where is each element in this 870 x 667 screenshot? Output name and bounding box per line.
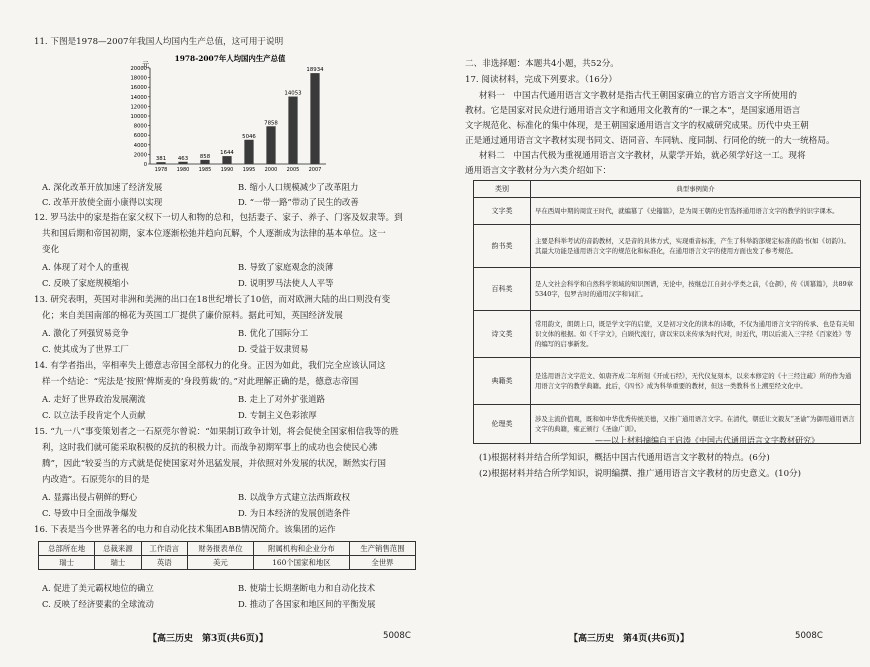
- y-tick-label: 12000: [130, 104, 147, 111]
- q13-option-a: A. 激化了列强贸易竞争: [42, 328, 129, 338]
- y-tick-label: 8000: [133, 123, 147, 130]
- y-tick-label: 6000: [133, 133, 147, 140]
- q17-desc: 涉及主流价值观，既和如中华优秀传统美德，又推广通用语言文字。在清代，朝廷让文毅友“圣谕”为御用通用语言文字的典籍，雍正颁行《圣谕广训》。: [531, 405, 861, 444]
- q15-line-1: 15. “九一八”事变策划者之一石原莞尔曾说：“如果制订政争计划，将会促使全国家相信我等的胜: [34, 427, 399, 437]
- material-source: ——以上材料摘编自王启涛《中国古代通用语言文字教材研究》: [595, 436, 819, 445]
- q12-option-d: D. 说明罗马法使人人平等: [238, 278, 334, 288]
- q15-line-3: 腾”，因此“较妥当的方式就是促使国家对外迅猛发展，并依照对外发展的状况，断然实行国: [42, 459, 386, 469]
- q15-option-a: A. 显露出侵占朝鲜的野心: [42, 492, 138, 502]
- material1-line-3: 文字规范化、标准化的集中体现，是王朝国家通用语言文字的权威研究成果。历代中央王朝: [465, 121, 809, 131]
- q16-option-a: A. 促进了美元霸权地位的确立: [42, 583, 154, 593]
- right-page: [445, 0, 870, 667]
- bar-value-label: 7858: [264, 120, 278, 127]
- bar-value-label: 381: [155, 156, 167, 163]
- x-tick-label: 2007: [308, 167, 322, 173]
- chart-ylabel: 元: [142, 61, 149, 69]
- q17-category: 伦理类: [474, 405, 531, 444]
- q16-table-header-row: [39, 542, 416, 556]
- x-tick-label: 2000: [264, 167, 278, 173]
- chart-title: 1978-2007年人均国内生产总值: [174, 54, 286, 63]
- q15-option-b: B. 以战争方式建立法西斯政权: [238, 492, 350, 502]
- q16-table-row: [39, 556, 416, 570]
- x-tick-label: 1980: [176, 167, 190, 173]
- chart-bars: [156, 67, 324, 164]
- q12-line-1: 12. 罗马法中的家是指在家父权下一切人和物的总和，包括妻子、家子、养子、门客及奴隶等。到: [34, 213, 403, 223]
- q16-option-c: C. 反映了经济要素的全球流动: [42, 599, 154, 609]
- q16-td: 160个国家和地区: [254, 556, 350, 570]
- right-page-code: 5008C: [795, 631, 823, 641]
- q17-category: 诗文类: [474, 311, 531, 358]
- q12-option-c: C. 反映了家庭规模缩小: [42, 278, 129, 288]
- material2-line-2: 通用语言文字教材分为六类介绍如下：: [465, 166, 612, 176]
- q16-th: 附属机构和企业分布: [254, 542, 350, 556]
- q14-line-2: 样一个结论：“宪法是‘按照’俾斯麦的‘身段剪裁’的。”对此理解正确的是，德意志帝国: [42, 377, 359, 387]
- bar: [178, 162, 187, 164]
- q17-desc: 早在西周中期的周宣王时代，就编纂了《史籀篇》，是为周王朝的史官选择通用语言文字的教学的识字课本。: [531, 198, 861, 225]
- q16-option-b: B. 使瑞士长期垄断电力和自动化技术: [238, 583, 376, 593]
- left-footer: 【高三历史 第3页(共6页)】: [148, 634, 269, 644]
- q16-table: [38, 541, 416, 570]
- bar-value-label: 14053: [284, 90, 302, 97]
- q16-option-d: D. 推动了各国家和地区间的平衡发展: [238, 599, 376, 609]
- q11-stem: 11. 下图是1978—2007年我国人均国内生产总值，这可用于说明: [34, 37, 284, 47]
- table-row: [474, 198, 861, 225]
- q17-table: [473, 180, 861, 444]
- bar-value-label: 5046: [242, 133, 256, 140]
- q16-td: 全世界: [349, 556, 415, 570]
- q17-table-header-row: [474, 181, 861, 198]
- x-tick-label: 1995: [242, 167, 256, 173]
- q16-td: 英语: [141, 556, 187, 570]
- q14-option-b: B. 走上了对外扩张道路: [238, 394, 325, 404]
- y-tick-label: 16000: [130, 85, 147, 92]
- section-title: 二、非选择题：本题共4小题，共52分。: [465, 59, 619, 69]
- q17-category: 韵书类: [474, 225, 531, 268]
- table-row: [474, 225, 861, 268]
- q16-th: 总部所在地: [39, 542, 95, 556]
- q14-option-a: A. 走好了世界政治发展潮流: [42, 394, 146, 404]
- q14-line-1: 14. 有学者指出，宰相率失上德意志帝国全部权力的化身。正因为如此，我们完全应该认同这: [34, 361, 386, 371]
- q15-line-2: 利，这时我们就可能采取积极的反抗的积极力计。而战争初期军事上的成功也会使民心沸: [42, 443, 378, 453]
- q17-category: 典籍类: [474, 358, 531, 405]
- bar: [156, 162, 165, 164]
- q13-line-2: 化；来自美国南部的棉花为英国工厂提供了廉价原料。据此可知，英国经济发展: [42, 311, 343, 321]
- q14-option-d: D. 专制主义色彩浓厚: [238, 410, 317, 420]
- x-tick-label: 1990: [220, 167, 234, 173]
- q17-th-category: 类别: [474, 181, 531, 198]
- q17-desc: 常用韵文，朗朗上口，既是学文字的启蒙，又是初习文化的读本的诗歌，不仅为通用语言文字的传承、也是有关知识文体的根据。如《千字文》，自顾代流行，唐以宋以来传承为时代对，时近代，明以后流入三字经《百家姓》等的编写的启事新发。: [531, 311, 861, 358]
- q15-line-4: 内改造”。石原莞尔的目的是: [42, 475, 150, 485]
- bar: [222, 156, 231, 164]
- q17-desc: 是选用语言文字范文、如唐齐成二年所刻《开成石经》，无代仪复刻本，以来本修定的《十三经注疏》所的作为通用语言文字的教学典籍。此后，《四书》成为科举重要的教材，但这一类教科书上溯至经文化中。: [531, 358, 861, 405]
- q17-desc: 是人文社会科学和自然科学领域的知识图谱，无论中，按继总江自封小学类之前，《仓颉》，传《训纂篇》，共89章5340字，包罗古时的通用汉字和词汇。: [531, 268, 861, 311]
- bar: [200, 160, 209, 164]
- material1-line-1: 材料一 中国古代通用语言文字教材是指古代王朝国家确立的官方语言文字所使用的: [479, 91, 797, 101]
- q17-stem: 17. 阅读材料，完成下列要求。（16分）: [465, 75, 617, 85]
- material1-line-2: 教材。它是国家对民众进行通用语言文字和通用文化教育的“一课之本”，是国家通用语言: [465, 106, 801, 116]
- q13-option-d: D. 受益于奴隶贸易: [238, 344, 309, 354]
- q15-option-c: C. 导致中日全面战争爆发: [42, 508, 138, 518]
- q12-line-2: 共和国后期和帝国初期，家本位逐渐松弛并趋向瓦解，个人逐渐成为法律的基本单位。这一: [42, 229, 386, 239]
- q17-category: 百科类: [474, 268, 531, 311]
- bar-value-label: 1644: [220, 150, 234, 157]
- q11-option-d: D. “一带一路”带动了民生的改善: [238, 197, 359, 207]
- table-row: [474, 358, 861, 405]
- q14-option-c: C. 以立法手段肯定个人贡献: [42, 410, 146, 420]
- y-tick-label: 0: [143, 162, 147, 168]
- q16-th: 总裁来源: [95, 542, 141, 556]
- bar: [310, 73, 319, 164]
- q16-th: 生产销售范围: [349, 542, 415, 556]
- gdp-chart-svg: [112, 52, 332, 180]
- q11-option-c: C. 改革开放使全面小康得以实现: [42, 197, 163, 207]
- y-tick-label: 14000: [130, 94, 147, 101]
- bar-value-label: 463: [177, 155, 189, 162]
- bar: [266, 126, 275, 164]
- q16-td: 瑞士: [95, 556, 141, 570]
- q12-line-3: 变化: [42, 245, 60, 255]
- left-page-code: 5008C: [383, 631, 411, 641]
- table-row: [474, 268, 861, 311]
- q17-sub-2: (2)根据材料并结合所学知识，说明编撰、推广通用语言文字教材的历史意义。(10分): [479, 469, 802, 479]
- q16-th: 工作语言: [141, 542, 187, 556]
- q15-option-d: D. 为日本经济的发展创造条件: [238, 508, 351, 518]
- q12-option-a: A. 体现了对个人的重视: [42, 262, 129, 272]
- q17-sub-1: (1)根据材料并结合所学知识，概括中国古代通用语言文字教材的特点。(6分): [479, 453, 770, 463]
- y-tick-label: 10000: [130, 114, 147, 120]
- bar: [288, 97, 297, 164]
- x-tick-label: 1978: [154, 167, 168, 173]
- material1-line-4: 正是通过通用语言文字教材实现书同文、语同音、车同轨、度同制、行同伦的统一的大一统格局。: [465, 136, 835, 146]
- bar-value-label: 858: [199, 153, 211, 160]
- q17-desc: 主要是科举考试的音韵教材，又是音的具体方式，实现重音标准，产生了科举韵部规定标准的韵书(如《切韵》)。其最大功能是通用语言文字的规范化和标准化，在通用语言文字的使用方面也发了参考规范。: [531, 225, 861, 268]
- q16-td: 美元: [187, 556, 253, 570]
- q16-th: 财务报表单位: [187, 542, 253, 556]
- q12-option-b: B. 导致了家庭观念的淡薄: [238, 262, 334, 272]
- q13-option-b: B. 优化了国际分工: [238, 328, 309, 338]
- x-tick-label: 1985: [198, 167, 212, 173]
- q17-category: 文字类: [474, 198, 531, 225]
- q13-line-1: 13. 研究表明，英国对非洲和美洲的出口在18世纪增长了10倍，而对欧洲大陆的出口则没有变: [34, 295, 391, 305]
- gdp-chart: [112, 52, 332, 180]
- q16-td: 瑞士: [39, 556, 95, 570]
- bar: [244, 140, 253, 164]
- q17-th-desc: 典型事例简介: [531, 181, 861, 198]
- q16-stem: 16. 下表是当今世界著名的电力和自动化技术集团ABB情况简介。该集团的运作: [34, 525, 336, 535]
- bar-value-label: 18934: [306, 67, 324, 74]
- y-tick-label: 2000: [133, 152, 147, 159]
- q13-option-c: C. 使其成为了世界工厂: [42, 344, 129, 354]
- q11-option-a: A. 深化改革开放加速了经济发展: [42, 182, 163, 192]
- y-tick-label: 18000: [130, 75, 147, 82]
- y-tick-label: 20000: [130, 66, 147, 72]
- right-footer: 【高三历史 第4页(共6页)】: [569, 634, 690, 644]
- material2-line-1: 材料二 中国古代极为重视通用语言文字教材，从蒙学开始，就必须学好这一工。现将: [479, 151, 806, 161]
- q11-option-b: B. 缩小人口规模减少了改革阻力: [238, 182, 359, 192]
- table-row: [474, 311, 861, 358]
- x-tick-label: 2005: [286, 167, 300, 173]
- y-tick-label: 4000: [133, 142, 147, 149]
